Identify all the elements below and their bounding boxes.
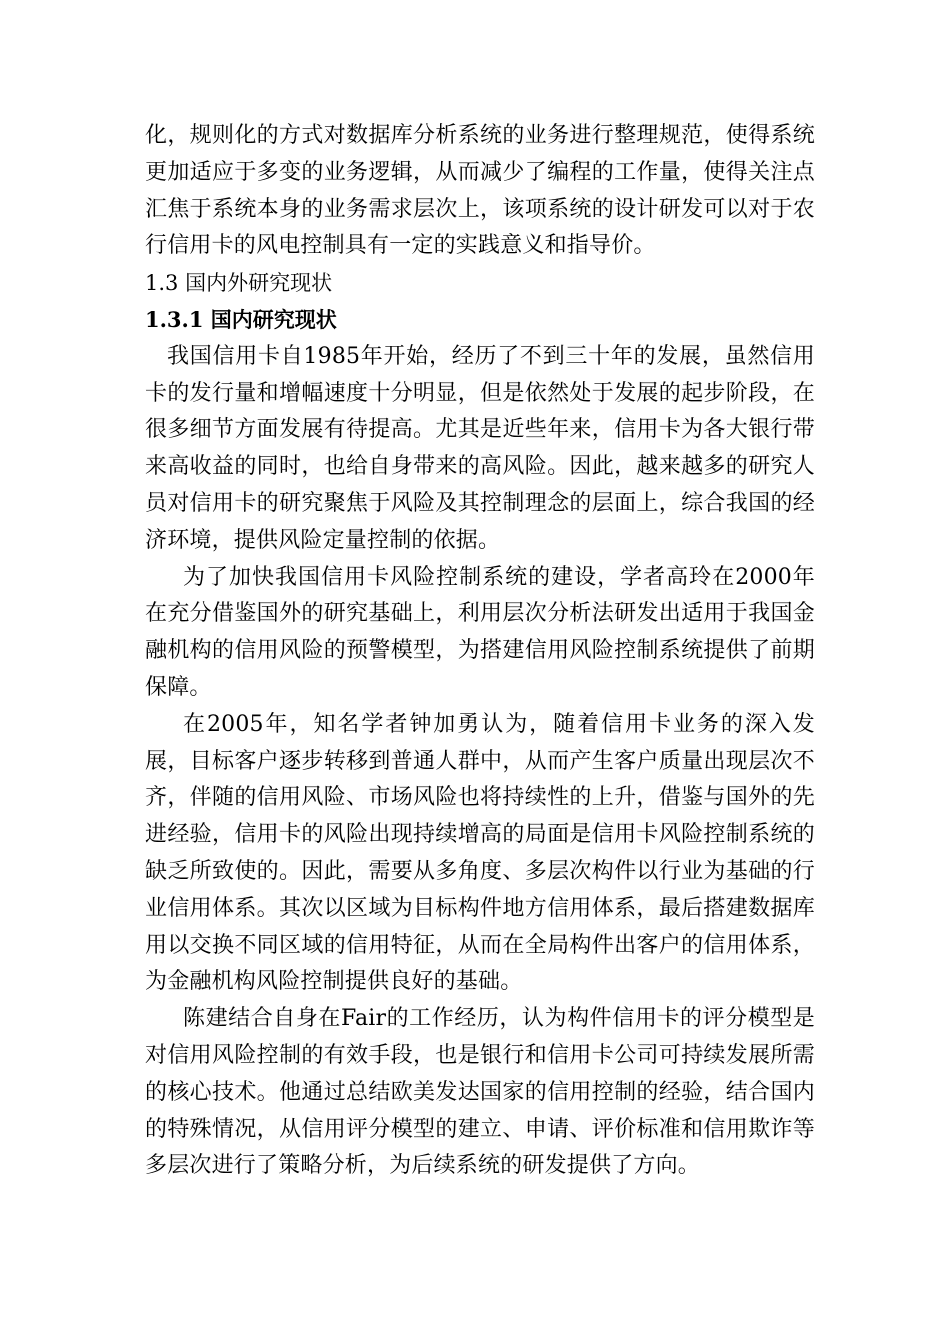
paragraph-zhong-jiayong: 在2005年，知名学者钟加勇认为，随着信用卡业务的深入发展，目标客户逐步转移到普通人群中，从而产生客户质量出现层次不齐，伴随的信用风险、市场风险也将持续性的上升，借鉴与国外的先进经验，信用卡的风险出现持续增高的局面是信用卡风险控制系统的缺乏所致使的。因此，需要从多角度、多层次构件以行业为基础的行业信用体系。其次以区域为目标构件地方信用体系，最后搭建数据库用以交换不同区域的信用特征，从而在全局构件出客户的信用体系，为金融机构风险控制提供良好的基础。 — [145, 711, 815, 995]
paragraph-chen-jian: 陈建结合自身在Fair的工作经历，认为构件信用卡的评分模型是对信用风险控制的有效手段，也是银行和信用卡公司可持续发展所需的核心技术。他通过总结欧美发达国家的信用控制的经验，结合国内的特殊情况，从信用评分模型的建立、申请、评价标准和信用欺诈等多层次进行了策略分析，为后续系统的研发提供了方向。 — [145, 1006, 815, 1179]
document-body — [145, 118, 815, 1185]
paragraph-intro-continuation: 化，规则化的方式对数据库分析系统的业务进行整理规范，使得系统更加适应于多变的业务逻辑，从而减少了编程的工作量，使得关注点汇焦于系统本身的业务需求层次上，该项系统的设计研发可以对于农行信用卡的风电控制具有一定的实践意义和指导价。 — [145, 123, 815, 259]
paragraph-credit-card-history: 我国信用卡自1985年开始，经历了不到三十年的发展，虽然信用卡的发行量和增幅速度十分明显，但是依然处于发展的起步阶段，在很多细节方面发展有待提高。尤其是近些年来，信用卡为各大银行带来高收益的同时，也给自身带来的高风险。因此，越来越多的研究人员对信用卡的研究聚焦于风险及其控制理念的层面上，综合我国的经济环境，提供风险定量控制的依据。 — [145, 343, 815, 553]
paragraph-gao-ling: 为了加快我国信用卡风险控制系统的建设，学者高玲在2000年在充分借鉴国外的研究基础上，利用层次分析法研发出适用于我国金融机构的信用风险的预警模型，为搭建信用风险控制系统提供了前期保障。 — [145, 564, 815, 700]
section-heading: 1.3 国内外研究现状 — [145, 271, 333, 296]
subsection-heading: 1.3.1 国内研究现状 — [145, 306, 337, 332]
